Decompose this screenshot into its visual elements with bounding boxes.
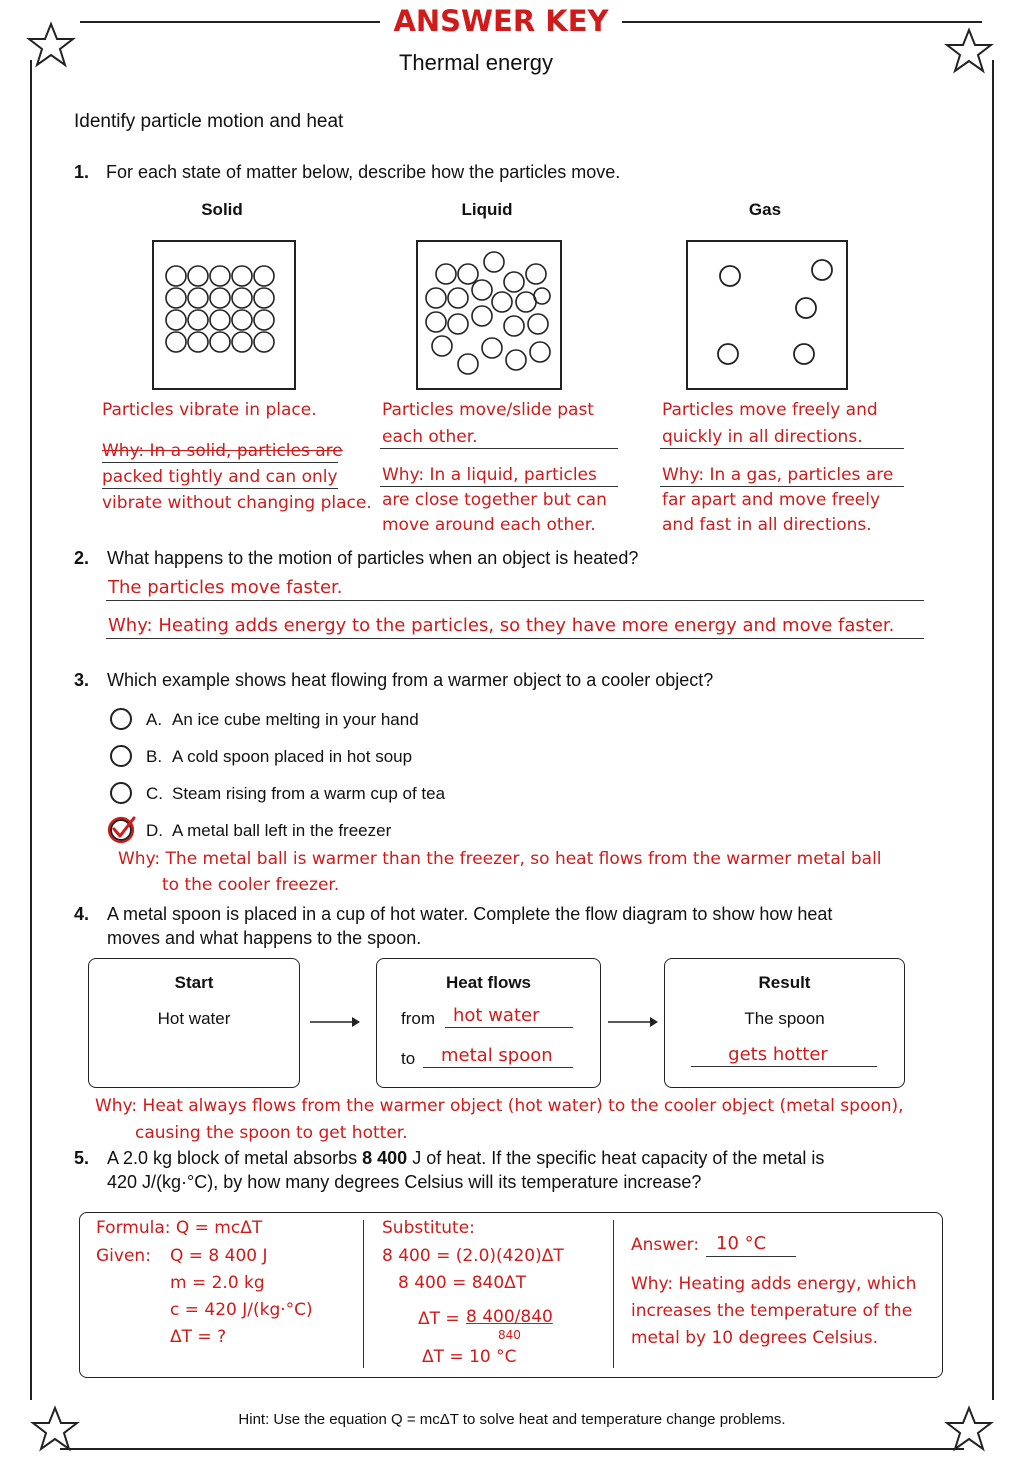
title-line-right: [622, 21, 982, 23]
flow-result-title: Result: [758, 973, 811, 992]
title-line-left: [80, 21, 380, 23]
q1-number: 1.: [74, 162, 90, 182]
q2-answer: The particles move faster.: [108, 577, 343, 598]
flow-heat-box: [376, 958, 601, 1088]
gas-why-line-2: far apart and move freely: [662, 490, 881, 510]
liquid-answer-line-2: each other.: [382, 427, 478, 447]
liquid-answer-underline: [380, 448, 618, 449]
q3-option-a-text: An ice cube melting in your hand: [172, 710, 419, 729]
q5-given-dt: ΔT = ?: [170, 1327, 227, 1347]
q5-prompt-bold: 8 400: [362, 1148, 408, 1168]
q2-number: 2.: [74, 548, 90, 568]
arrow-right-icon: [310, 1014, 360, 1030]
gas-particle-diagram: [686, 240, 848, 390]
q3-option-a-letter: A.: [146, 710, 163, 729]
q5-prompt-part-b: J of heat. If the specific heat capacity of the metal is: [407, 1148, 825, 1168]
solid-why-line-2: packed tightly and can only: [102, 467, 338, 487]
q3-option-c-letter: C.: [146, 784, 163, 803]
solid-particle-diagram: [152, 240, 296, 390]
arrow-right-icon-2: [608, 1014, 658, 1030]
flow-start-box: [88, 958, 300, 1088]
q4-why-line-1: Why: Heat always flows from the warmer object (hot water) to the cooler object (metal spoon),: [95, 1096, 904, 1116]
q5-divider-2: [613, 1220, 614, 1368]
q5-answer-value: 10 °C: [716, 1233, 767, 1254]
gas-why-line-3: and fast in all directions.: [662, 515, 872, 535]
flow-from-answer: hot water: [453, 1005, 540, 1026]
q5-why-line-1: Why: Heating adds energy, which: [631, 1274, 917, 1294]
q5-fraction-bottom: 840: [498, 1328, 521, 1342]
flow-from-label: from: [401, 1009, 435, 1028]
q5-given-q: Q = 8 400 J: [170, 1246, 268, 1266]
q3-prompt: Which example shows heat flowing from a warmer object to a cooler object?: [107, 670, 714, 690]
page-border-right: [992, 60, 994, 1400]
q3-option-d-text: A metal ball left in the freezer: [172, 821, 392, 840]
checkmark-icon: [104, 814, 138, 844]
q3-number: 3.: [74, 670, 90, 690]
q5-substitute-line-1: 8 400 = (2.0)(420)ΔT: [382, 1246, 564, 1266]
q5-given-m: m = 2.0 kg: [170, 1273, 265, 1293]
liquid-answer-line-1: Particles move/slide past: [382, 400, 594, 420]
solid-why-underline-2: [102, 488, 338, 489]
q4-number: 4.: [74, 904, 90, 924]
flow-to-answer: metal spoon: [441, 1045, 553, 1066]
state-label-solid: Solid: [201, 200, 243, 219]
flow-start-title: Start: [174, 973, 214, 992]
q5-number: 5.: [74, 1148, 90, 1168]
gas-answer-underline: [660, 448, 904, 449]
solid-why-line-3: vibrate without changing place.: [102, 493, 372, 513]
q4-why-line-2: causing the spoon to get hotter.: [135, 1123, 408, 1143]
flow-start-text: Hot water: [157, 1009, 231, 1028]
q3-option-a-radio[interactable]: [110, 708, 132, 730]
flow-heat-title: Heat flows: [445, 973, 532, 992]
q3-why-line-1: Why: The metal ball is warmer than the freezer, so heat flows from the warmer metal ball: [118, 849, 882, 869]
flow-to-label: to: [401, 1049, 416, 1068]
state-label-liquid: Liquid: [461, 200, 513, 219]
q2-prompt: What happens to the motion of particles when an object is heated?: [107, 548, 639, 568]
gas-why-underline: [660, 486, 904, 487]
section-heading: Identify particle motion and heat: [74, 111, 344, 132]
flow-result-box: [664, 958, 905, 1088]
q3-option-b-letter: B.: [146, 747, 163, 766]
q5-prompt-part-a: A 2.0 kg block of metal absorbs: [107, 1148, 363, 1168]
q1-prompt: For each state of matter below, describe how the particles move.: [106, 162, 621, 182]
flow-result-underline: [691, 1066, 877, 1067]
q5-prompt-line-2: 420 J/(kg·°C), by how many degrees Celsius will its temperature increase?: [107, 1172, 702, 1192]
q5-prompt-line-1: [107, 1148, 824, 1169]
liquid-why-line-1: Why: In a liquid, particles: [382, 465, 597, 485]
liquid-why-line-2: are close together but can: [382, 490, 607, 510]
q3-option-c-radio[interactable]: [110, 782, 132, 804]
page-title: ANSWER KEY: [393, 4, 609, 38]
solid-answer-line-1: Particles vibrate in place.: [102, 400, 317, 420]
q5-answer-label: Answer:: [631, 1235, 700, 1255]
star-corner-icon-top-right: [944, 26, 994, 76]
page-subtitle: Thermal energy: [398, 50, 554, 75]
q5-substitute-label: Substitute:: [382, 1218, 475, 1238]
gas-answer-line-1: Particles move freely and: [662, 400, 878, 420]
liquid-why-underline: [380, 486, 618, 487]
flow-result-text: The spoon: [744, 1009, 825, 1028]
liquid-why-line-3: move around each other.: [382, 515, 596, 535]
page-border-left: [30, 60, 32, 1400]
solid-particles: [154, 242, 294, 388]
q4-prompt-line-1: A metal spoon is placed in a cup of hot water. Complete the flow diagram to show how heat: [107, 904, 833, 924]
q5-given-label: Given:: [96, 1246, 151, 1266]
page-border-bottom: [60, 1448, 964, 1450]
flow-from-underline: [445, 1027, 573, 1028]
q5-answer-underline: [706, 1256, 796, 1257]
solid-why-underline-1: [102, 462, 338, 463]
q2-answer-underline: [106, 600, 924, 601]
q2-why: Why: Heating adds energy to the particles, so they have more energy and move faster.: [108, 615, 895, 636]
star-corner-icon-bottom-right: [944, 1404, 994, 1454]
state-label-gas: Gas: [748, 200, 782, 219]
q5-formula: Formula: Q = mcΔT: [96, 1218, 263, 1238]
q4-prompt-line-2: moves and what happens to the spoon.: [107, 928, 422, 948]
star-corner-icon-bottom-left: [30, 1404, 80, 1454]
q3-why-line-2: to the cooler freezer.: [162, 875, 340, 895]
q3-option-b-text: A cold spoon placed in hot soup: [172, 747, 413, 766]
q5-given-c: c = 420 J/(kg·°C): [170, 1300, 313, 1320]
gas-why-line-1: Why: In a gas, particles are: [662, 465, 894, 485]
liquid-particles: [418, 242, 560, 388]
q3-option-c-text: Steam rising from a warm cup of tea: [172, 784, 446, 803]
gas-particles: [688, 242, 846, 388]
q5-substitute-line-2: 8 400 = 840ΔT: [398, 1273, 527, 1293]
q3-option-b-radio[interactable]: [110, 745, 132, 767]
solid-why-line-1: Why: In a solid, particles are: [102, 441, 343, 461]
liquid-particle-diagram: [416, 240, 562, 390]
q5-why-line-3: metal by 10 degrees Celsius.: [631, 1328, 879, 1348]
star-corner-icon-top-left: [26, 20, 76, 70]
q5-fraction-top: 8 400/840: [466, 1307, 553, 1327]
flow-to-underline: [423, 1067, 573, 1068]
q5-delta-prefix: ΔT =: [418, 1309, 460, 1329]
flow-result-answer: gets hotter: [728, 1044, 828, 1065]
q2-why-underline: [106, 638, 924, 639]
q5-divider-1: [363, 1220, 364, 1368]
q5-why-line-2: increases the temperature of the: [631, 1301, 913, 1321]
q3-option-d-letter: D.: [146, 821, 163, 840]
hint-text: Hint: Use the equation Q = mcΔT to solve heat and temperature change problems.: [238, 1411, 786, 1428]
gas-answer-line-2: quickly in all directions.: [662, 427, 863, 447]
q5-delta-result: ΔT = 10 °C: [422, 1347, 517, 1367]
